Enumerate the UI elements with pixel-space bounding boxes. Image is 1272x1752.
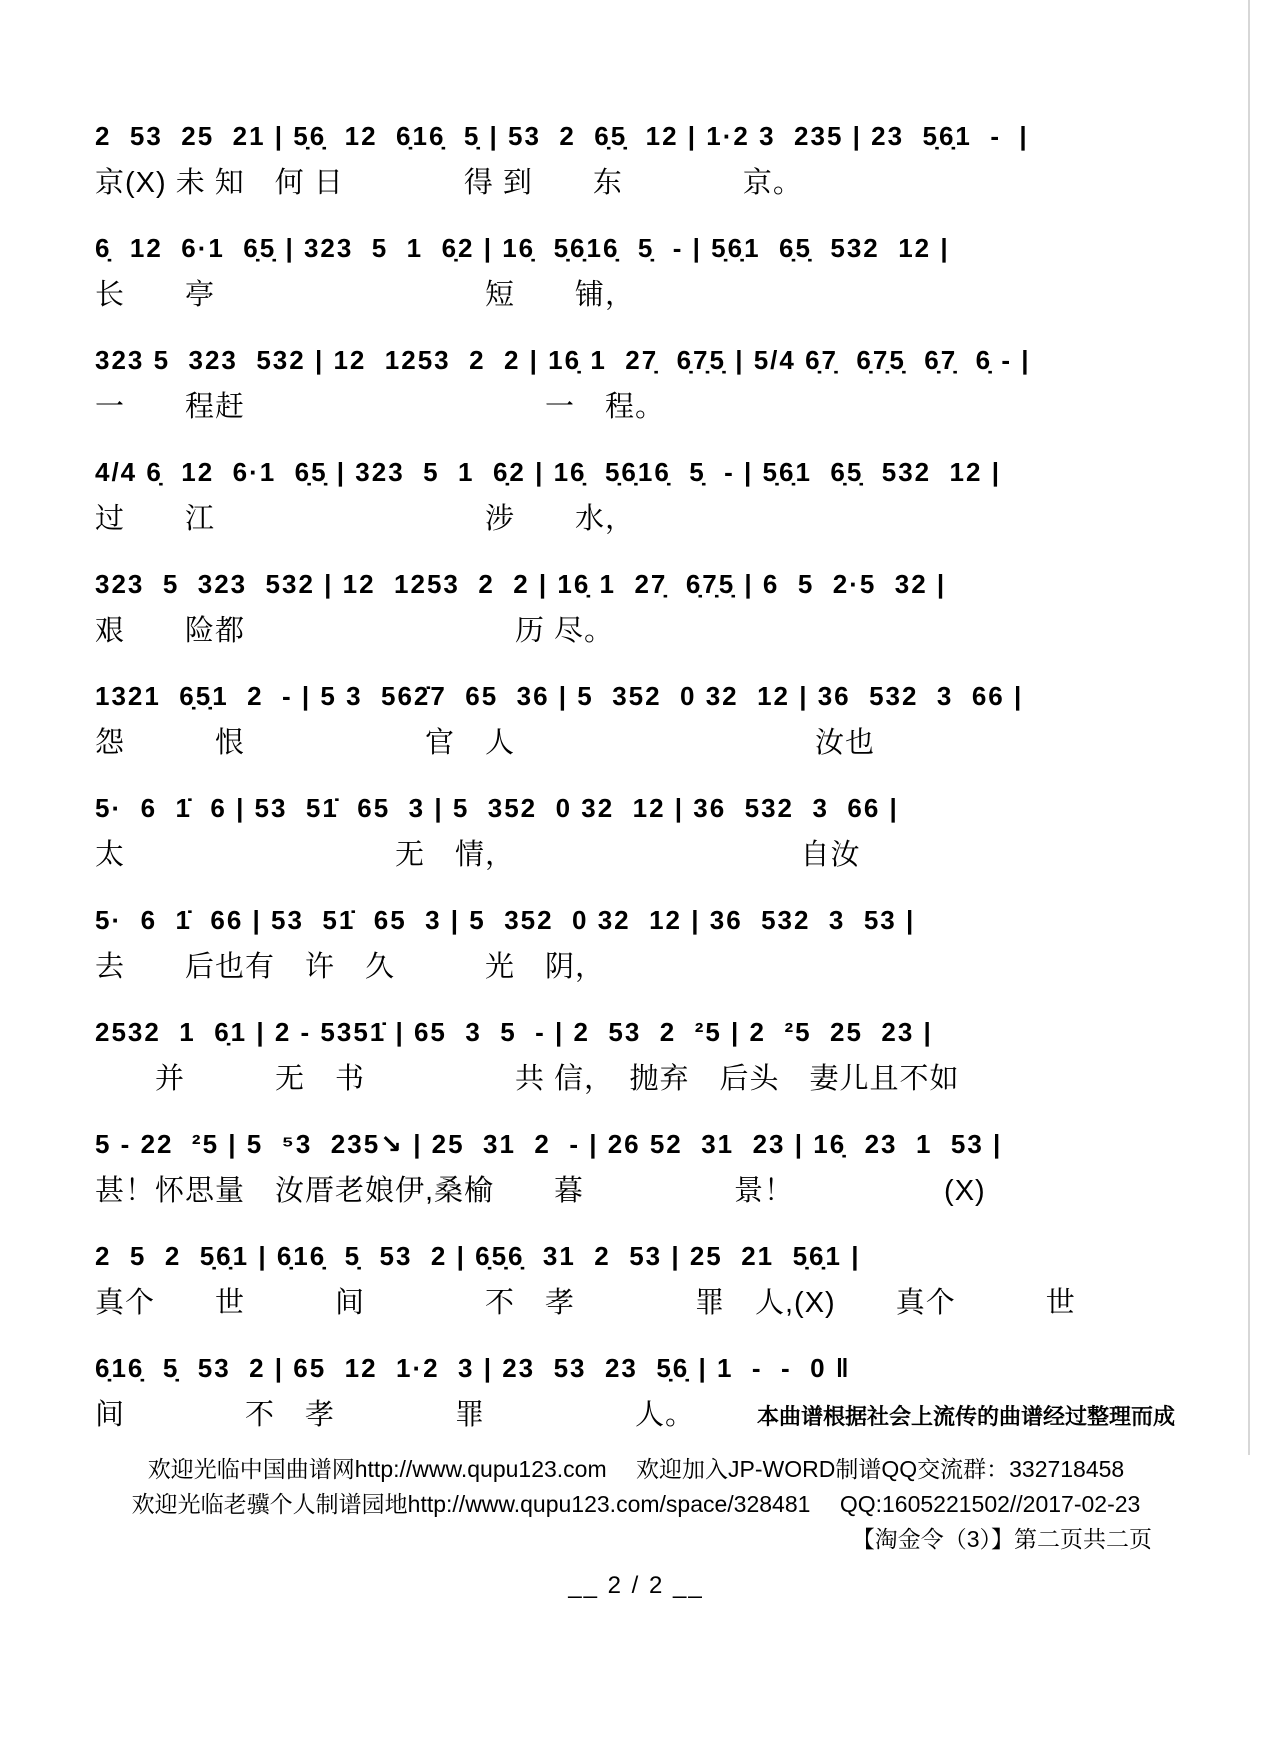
score-title-page-credit: 【淘金令（3）】第二页共二页 bbox=[851, 1526, 1152, 1552]
lyrics-line: 去 后也有 许 久 光 阴， bbox=[95, 951, 606, 984]
score-system bbox=[95, 1096, 1045, 1208]
score-system bbox=[95, 1208, 1076, 1320]
notation-line: 5· 6 1̇ 66 | 53 51̇ 65 3 | 5 352 0 32 12 | 36 532 3 53 | bbox=[95, 905, 916, 936]
score-system bbox=[95, 648, 1045, 760]
score-system bbox=[95, 872, 1045, 984]
notation-line: 323 5 323 532 | 12 1253 2 2 | 16̣ 1 27̣ 6̣7̣5̣ | 6 5 2·5 32 | bbox=[95, 569, 947, 600]
lyrics-line: 间 不 孝 罪 人。 bbox=[95, 1399, 696, 1432]
notation-line: 2 53 25 21 | 5̣6̣ 12 6̣16̣ 5̣ | 53 2 6̣5̣ 12 | 1·2 3 235 | 23 5̣6̣1 - | bbox=[95, 121, 1029, 152]
notation-line: 5 - 22 ²5 | 5 ⁵3 235↘ | 25 31 2 - | 26 52 31 23 | 16̣ 23 1 53 | bbox=[95, 1129, 1003, 1160]
lyrics-line: 怨 恨 官 人 汝也 bbox=[95, 727, 876, 760]
score-system bbox=[95, 984, 1045, 1096]
lyrics-line: 一 程赶 一 程。 bbox=[95, 391, 666, 424]
notation-line: 6̣16̣ 5̣ 53 2 | 65 12 1·2 3 | 23 53 23 5̣6̣ | 1 - - 0 ‖ bbox=[95, 1353, 851, 1384]
lyrics-line: 太 无 情， 自汝 bbox=[95, 839, 861, 872]
notation-line: 1321 6̣5̣1 2 - | 5 3 562̇7 65 36 | 5 352 0 32 12 | 36 532 3 66 | bbox=[95, 681, 1024, 712]
lyrics-line: 艰 险都 历 尽。 bbox=[95, 615, 615, 648]
lyrics-line: 真个 世 间 不 孝 罪 人,(X) 真个 世 bbox=[95, 1287, 1076, 1320]
score-system bbox=[95, 536, 1045, 648]
score-system bbox=[95, 200, 1045, 312]
page-number: __ 2 / 2 __ bbox=[568, 1571, 704, 1599]
notation-line: 5· 6 1̇ 6 | 53 51̇ 65 3 | 5 352 0 32 12 | 36 532 3 66 | bbox=[95, 793, 899, 824]
lyrics-line: 并 无 书 共 信， 抛弃 后头 妻儿且不如 bbox=[95, 1063, 960, 1096]
notation-line: 323 5 323 532 | 12 1253 2 2 | 16̣ 1 27̣ 6̣7̣5̣ | 5/4 6̣7̣ 6̣7̣5̣ 6̣7̣ 6̣ - | bbox=[95, 345, 1031, 376]
score-system bbox=[95, 1320, 1175, 1432]
score-system bbox=[95, 760, 1045, 872]
lyrics-line: 京(X) 未 知 何 日 得 到 东 京。 bbox=[95, 167, 803, 200]
notation-line: 2 5 2 5̣6̣1 | 6̣16̣ 5̣ 53 2 | 6̣5̣6̣ 31 2 53 | 25 21 5̣6̣1 | bbox=[95, 1241, 861, 1272]
scan-edge-line bbox=[1248, 0, 1250, 1455]
score-system bbox=[95, 0, 1045, 200]
lyrics-line: 甚！怀思量 汝厝老娘伊,桑榆 暮 景！ (X) bbox=[95, 1175, 986, 1208]
notation-line: 6̣ 12 6·1 6̣5̣ | 323 5 1 6̣2 | 16̣ 5̣6̣16̣ 5̣ - | 5̣6̣1 6̣5̣ 532 12 | bbox=[95, 233, 950, 264]
footer-site-line: 欢迎光临中国曲谱网http://www.qupu123.com 欢迎加入JP-WORD制谱QQ交流群：332718458 bbox=[147, 1456, 1125, 1482]
lyrics-line: 过 江 涉 水， bbox=[95, 503, 636, 536]
score-area bbox=[95, 0, 1175, 1432]
score-system bbox=[95, 312, 1045, 424]
score-system bbox=[95, 424, 1045, 536]
lyrics-line-with-note bbox=[95, 1400, 1175, 1432]
page-footer bbox=[0, 1452, 1272, 1600]
footer-space-line: 欢迎光临老骥个人制谱园地http://www.qupu123.com/space/328481 QQ:1605221502//2017-02-23 bbox=[131, 1490, 1141, 1517]
lyrics-line: 长 亭 短 铺， bbox=[95, 279, 636, 312]
source-note: 本曲谱根据社会上流传的曲谱经过整理而成 bbox=[756, 1404, 1175, 1430]
notation-line: 2532 1 6̣1 | 2 - 5351̇ | 65 3 5 - | 2 53 2 ²5 | 2 ²5 25 23 | bbox=[95, 1017, 933, 1048]
notation-line: 4/4 6̣ 12 6·1 6̣5̣ | 323 5 1 6̣2 | 16̣ 5̣6̣16̣ 5̣ - | 5̣6̣1 6̣5̣ 532 12 | bbox=[95, 457, 1001, 488]
